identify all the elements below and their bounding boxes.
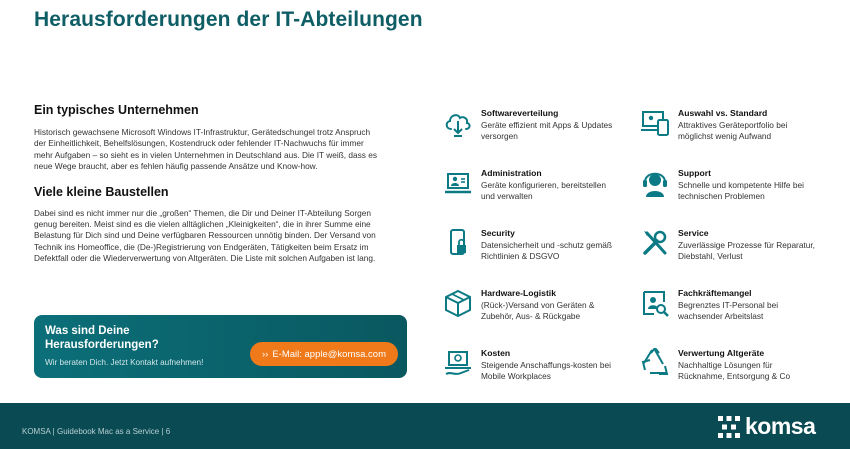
- heading-small-sites: Viele kleine Baustellen: [34, 184, 169, 199]
- feature-desc: Datensicherheit und -schutz gemäß Richtlinien & DSGVO: [481, 240, 612, 262]
- intro-section: [34, 103, 379, 265]
- email-contact-button[interactable]: [250, 342, 398, 366]
- contact-banner-title: Was sind Deine Herausforderungen?: [45, 325, 159, 351]
- feature-desc: Geräte effizient mit Apps & Updates versorgen: [481, 120, 613, 142]
- person-search-icon: [640, 288, 670, 318]
- tools-icon: [640, 228, 670, 258]
- feature-desc: Zuverlässige Prozesse für Reparatur, Diebstahl, Verlust: [678, 240, 815, 262]
- contact-banner: [34, 315, 407, 378]
- paragraph-small-sites: Dabei sind es nicht immer nur die „großen“ Themen, die Dir und Deiner IT-Abteilung Sorgen genug bereiten. Meist sind es die vielen alltäglichen „Kleinigkeiten“, die in ihrer Summe eine Belastung für Dich sind und Deine verfügbaren Ressourcen unnötig binden. Der Versand von Technik ins Homeoffice, die (De-)Registrierung von Endgeräten, Tätigkeiten beim Ersatz im Defektfall oder die Wiederverwertung von Altgeräten. Die Liste mit solchen Aufgaben ist lang.: [34, 207, 376, 264]
- feature-title: Softwareverteilung: [481, 108, 559, 118]
- cloud-download-icon: [443, 108, 473, 138]
- feature-title: Hardware-Logistik: [481, 288, 556, 298]
- feature-desc: Steigende Anschaffungs-kosten bei Mobile Workplaces: [481, 360, 611, 382]
- recycle-icon: [640, 348, 670, 378]
- headset-icon: [640, 168, 670, 198]
- feature-title: Security: [481, 228, 515, 238]
- feature-title: Verwertung Altgeräte: [678, 348, 765, 358]
- feature-title: Administration: [481, 168, 542, 178]
- package-icon: [443, 288, 473, 318]
- devices-icon: [640, 108, 670, 138]
- feature-desc: (Rück-)Versand von Geräten & Zubehör, Aus- & Rückgabe: [481, 300, 595, 322]
- email-contact-label: E-Mail: apple@komsa.com: [272, 348, 386, 360]
- paragraph-typical-company: Historisch gewachsene Microsoft Windows IT-Infrastruktur, Gerätedschungel trotz Anspruch der Einheitlichkeit, Behelfslösungen, Kostendruck oder fehlender IT-Nachwuchs für immer mehr Aufgaben – so sieht es in vielen Unternehmen in Deutschland aus. Die IT weiß, dass es neue Wege braucht, aber es fehlen häufig passende Ansätze und Know-how.: [34, 127, 377, 172]
- komsa-logo-text: komsa: [745, 413, 816, 439]
- feature-title: Kosten: [481, 348, 511, 358]
- feature-desc: Nachhaltige Lösungen für Rücknahme, Entsorgung & Co: [678, 360, 791, 382]
- feature-desc: Begrenztes IT-Personal bei wachsender Arbeitslast: [678, 300, 779, 322]
- feature-desc: Schnelle und kompetente Hilfe bei technischen Problemen: [678, 180, 804, 202]
- phone-lock-icon: [443, 228, 473, 258]
- feature-desc: Geräte konfigurieren, bereitstellen und verwalten: [481, 180, 606, 202]
- contact-banner-subtitle: Wir beraten Dich. Jetzt Kontakt aufnehmen!: [45, 358, 204, 367]
- heading-typical-company: Ein typisches Unternehmen: [34, 103, 199, 117]
- footer-text: KOMSA | Guidebook Mac as a Service | 6: [22, 427, 171, 436]
- feature-title: Support: [678, 168, 711, 178]
- komsa-logo-mark-icon: [718, 416, 740, 438]
- komsa-logo: [718, 413, 815, 440]
- chevron-right-icon: ››: [262, 348, 269, 360]
- admin-laptop-icon: [443, 168, 473, 198]
- feature-title: Fachkräftemangel: [678, 288, 752, 298]
- feature-title: Service: [678, 228, 709, 238]
- feature-title: Auswahl vs. Standard: [678, 108, 768, 118]
- cost-laptop-icon: [443, 348, 473, 378]
- page-title: Herausforderungen der IT-Abteilungen: [34, 8, 423, 31]
- feature-desc: Attraktives Geräteportfolio bei möglichst wenig Aufwand: [678, 120, 788, 142]
